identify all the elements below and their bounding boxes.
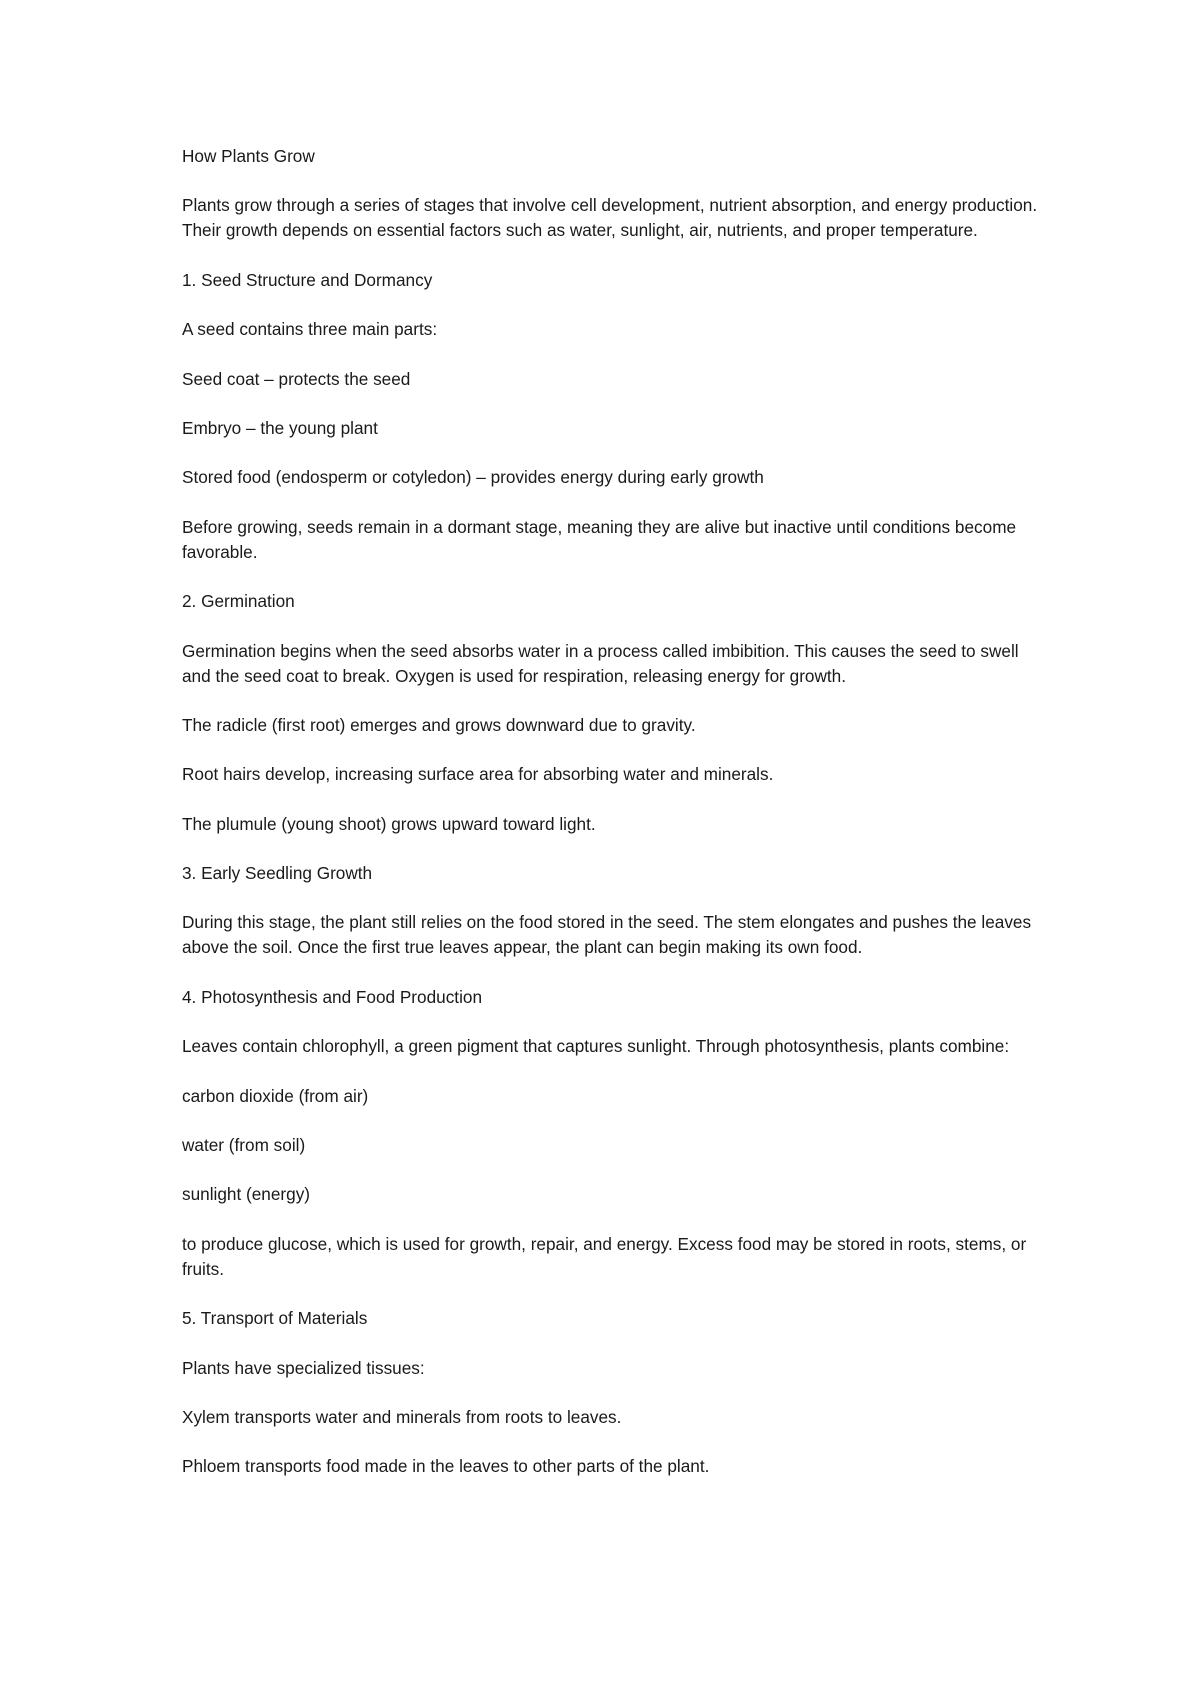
paragraph: to produce glucose, which is used for growth, repair, and energy. Excess food may be stored in roots, stems, or fruits. bbox=[182, 1233, 1027, 1279]
document-title: How Plants Grow bbox=[182, 146, 315, 166]
list-item: Stored food (endosperm or cotyledon) – provides energy during early growth bbox=[182, 467, 764, 488]
list-item: sunlight (energy) bbox=[182, 1184, 311, 1205]
list-item: The radicle (first root) emerges and grows downward due to gravity. bbox=[182, 714, 696, 735]
list-item: Root hairs develop, increasing surface area for absorbing water and minerals. bbox=[182, 764, 774, 785]
section-heading: 3. Early Seedling Growth bbox=[182, 863, 373, 884]
section-heading: 2. Germination bbox=[182, 591, 295, 612]
paragraph: A seed contains three main parts: bbox=[182, 319, 438, 340]
section-heading: 4. Photosynthesis and Food Production bbox=[182, 986, 483, 1007]
list-item: The plumule (young shoot) grows upward toward light. bbox=[182, 813, 596, 834]
section-heading: 5. Transport of Materials bbox=[182, 1308, 368, 1329]
document-body bbox=[182, 144, 1042, 1504]
paragraph: During this stage, the plant still relies on the food stored in the seed. The stem elongates and pushes the leaves above the soil. Once the first true leaves appear, the plant can begin making its own food. bbox=[182, 912, 1032, 958]
paragraph: Plants have specialized tissues: bbox=[182, 1357, 425, 1378]
paragraph: Germination begins when the seed absorbs water in a process called imbibition. This causes the seed to swell and the seed coat to break. Oxygen is used for respiration, releasing energy for growth. bbox=[182, 640, 1019, 686]
paragraph: Before growing, seeds remain in a dormant stage, meaning they are alive but inactive until conditions become favorable. bbox=[182, 516, 1017, 562]
list-item: Embryo – the young plant bbox=[182, 417, 378, 438]
intro-paragraph: Plants grow through a series of stages that involve cell development, nutrient absorption, and energy production. Their growth depends on essential factors such as water, sunlight, air, nutrients, and proper temperature. bbox=[182, 195, 1038, 241]
list-item: Phloem transports food made in the leaves to other parts of the plant. bbox=[182, 1456, 710, 1477]
list-item: water (from soil) bbox=[182, 1135, 306, 1156]
list-item: Seed coat – protects the seed bbox=[182, 368, 411, 389]
section-heading: 1. Seed Structure and Dormancy bbox=[182, 269, 433, 290]
list-item: Xylem transports water and minerals from roots to leaves. bbox=[182, 1406, 622, 1427]
paragraph: Leaves contain chlorophyll, a green pigment that captures sunlight. Through photosynthesis, plants combine: bbox=[182, 1036, 1010, 1057]
list-item: carbon dioxide (from air) bbox=[182, 1085, 369, 1106]
